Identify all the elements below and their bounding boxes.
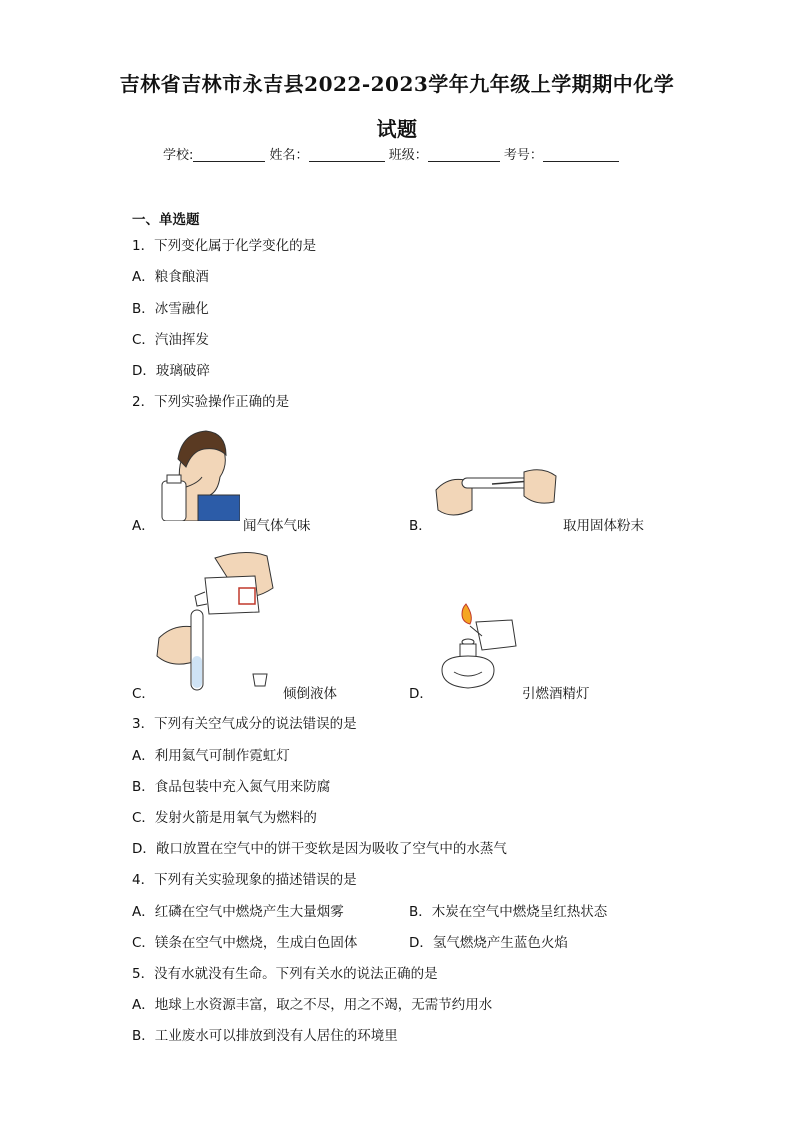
- section-heading: 一、单选题: [132, 212, 200, 228]
- q4-option-b: B．木炭在空气中燃烧呈红热状态: [409, 904, 608, 920]
- q4-option-a: A．红磷在空气中燃烧产生大量烟雾: [132, 904, 344, 920]
- q4-option-d: D．氢气燃烧产生蓝色火焰: [409, 935, 568, 951]
- q1-option-a: A．粮食酿酒: [132, 269, 209, 285]
- q2-option-c-letter: C．: [132, 686, 155, 702]
- powder-illustration: [432, 460, 560, 522]
- exam-title-line2: 试题: [376, 117, 418, 141]
- q3-option-a: A．利用氦气可制作霓虹灯: [132, 748, 290, 764]
- school-label: 学校:: [163, 148, 194, 163]
- q3-option-c: C．发射火箭是用氧气为燃料的: [132, 810, 317, 826]
- pour-liquid-illustration: [155, 548, 280, 694]
- exam-title-line1: 吉林省吉林市永吉县2022-2023学年九年级上学期期中化学: [119, 72, 675, 96]
- name-blank[interactable]: [309, 147, 385, 162]
- q3-option-d: D．敞口放置在空气中的饼干变软是因为吸收了空气中的水蒸气: [132, 841, 507, 857]
- q2-option-c-caption: 倾倒液体: [283, 686, 337, 702]
- q2-option-d-letter: D．: [409, 686, 433, 702]
- question-5-stem: 5．没有水就没有生命。下列有关水的说法正确的是: [132, 966, 438, 982]
- q3-option-b: B．食品包装中充入氮气用来防腐: [132, 779, 331, 795]
- q1-option-d: D．玻璃破碎: [132, 363, 210, 379]
- smell-gas-illustration: [158, 425, 240, 521]
- class-blank[interactable]: [428, 147, 500, 162]
- question-4-stem: 4．下列有关实验现象的描述错误的是: [132, 872, 357, 888]
- q1-option-b: B．冰雪融化: [132, 301, 209, 317]
- q2-option-d-caption: 引燃酒精灯: [522, 686, 590, 702]
- question-3-stem: 3．下列有关空气成分的说法错误的是: [132, 716, 357, 732]
- q2-option-a-caption: 闻气体气味: [243, 518, 311, 534]
- number-blank[interactable]: [543, 147, 619, 162]
- student-info-row: [163, 144, 619, 163]
- alcohol-lamp-illustration: [432, 600, 520, 692]
- q1-option-c: C．汽油挥发: [132, 332, 209, 348]
- class-label: 班级：: [388, 148, 428, 163]
- school-blank[interactable]: [193, 147, 265, 162]
- q2-option-a-letter: A．: [132, 518, 155, 534]
- q4-option-c: C．镁条在空气中燃烧，生成白色固体: [132, 935, 358, 951]
- name-label: 姓名：: [269, 148, 309, 163]
- q2-option-b-letter: B．: [409, 518, 432, 534]
- q5-option-a: A．地球上水资源丰富，取之不尽，用之不竭，无需节约用水: [132, 997, 493, 1013]
- question-1-stem: 1．下列变化属于化学变化的是: [132, 238, 317, 254]
- q2-option-b-caption: 取用固体粉末: [563, 518, 644, 534]
- question-2-stem: 2．下列实验操作正确的是: [132, 394, 290, 410]
- number-label: 考号：: [503, 148, 543, 163]
- q5-option-b: B．工业废水可以排放到没有人居住的环境里: [132, 1028, 398, 1044]
